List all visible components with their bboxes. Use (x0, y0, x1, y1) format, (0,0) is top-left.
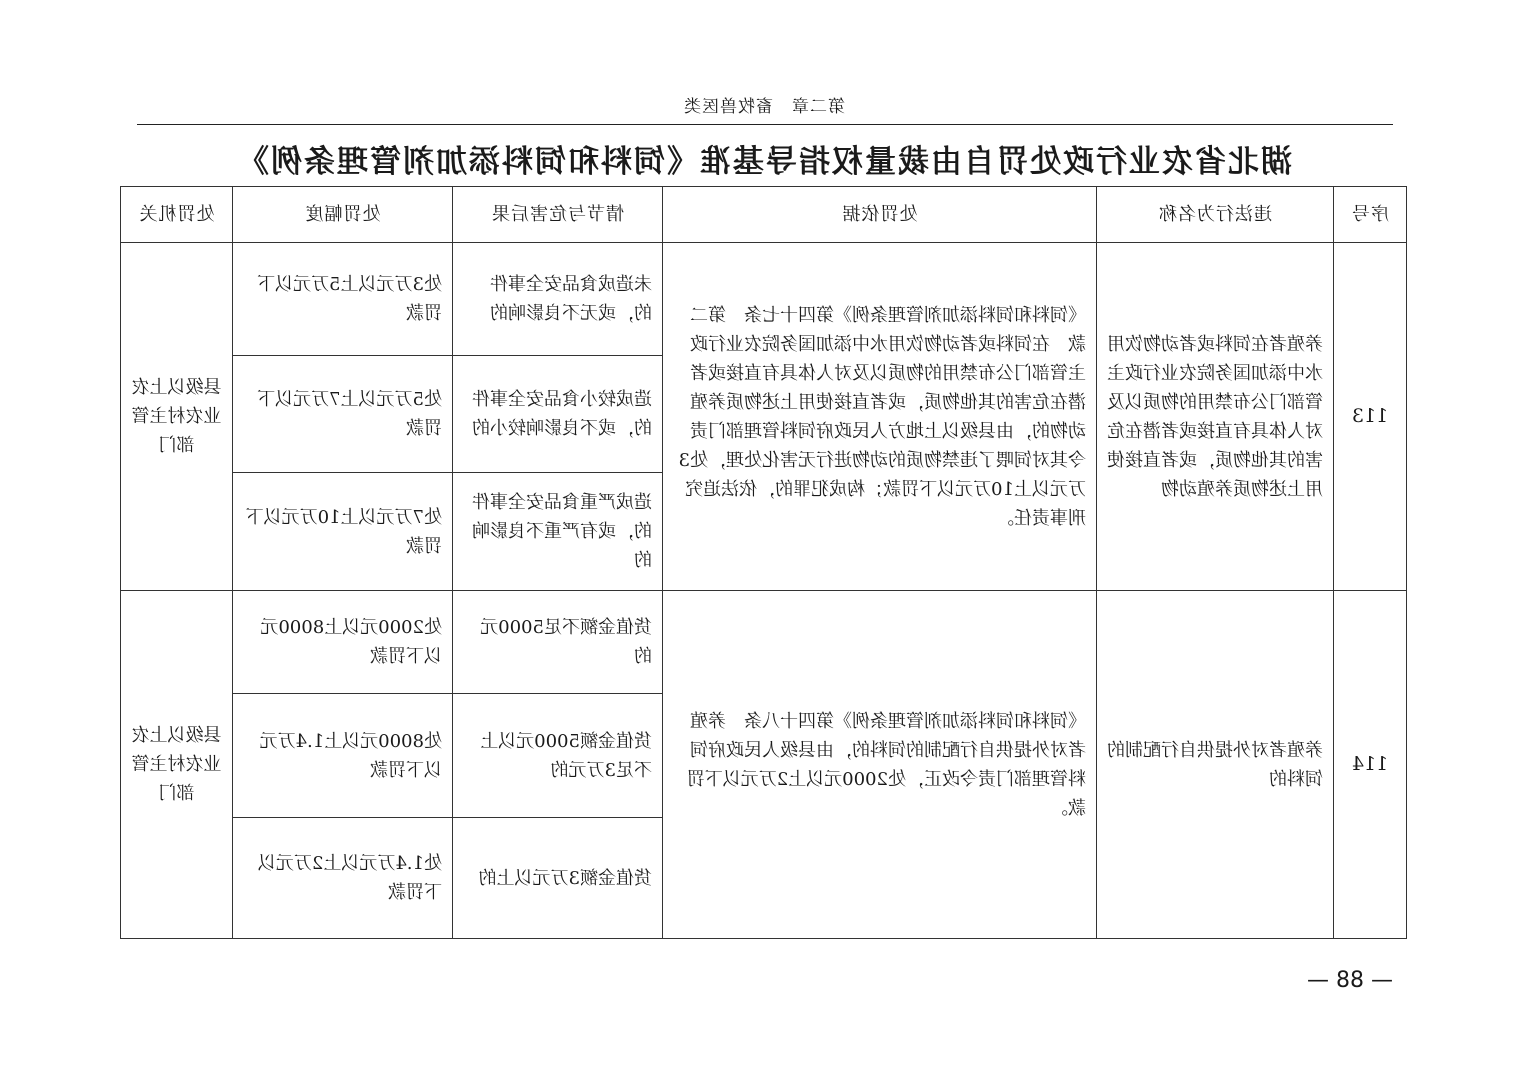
penalty-cell: 处5万元以上7万元以下罚款 (233, 356, 453, 473)
header-seq: 序号 (1334, 187, 1407, 243)
seq-cell: 114 (1334, 591, 1407, 939)
authority-cell: 县级以上农业农村主管部门 (121, 591, 233, 939)
circumstance-cell: 造成严重食品安全事件的，或有严重不良影响的 (453, 473, 663, 591)
header-violation: 违法行为名称 (1097, 187, 1334, 243)
header-rule (137, 124, 1393, 125)
circumstance-cell: 造成较小食品安全事件的，或不良影响较小的 (453, 356, 663, 473)
circumstance-cell: 货值金额不足5000元的 (453, 591, 663, 694)
table-row (121, 591, 1407, 694)
penalty-table (120, 186, 1407, 939)
penalty-cell: 处2000元以上8000元以下罚款 (233, 591, 453, 694)
running-header: 第二章 畜牧兽医类 (683, 97, 845, 117)
circumstance-cell: 未造成食品安全事件的，或无不良影响的 (453, 243, 663, 356)
page-number: — 88 — (1307, 968, 1393, 993)
violation-cell: 养殖者在饲料或者动物饮用水中添加国务院农业行政主管部门公布禁用的物质以及对人体具有直接或者潜在危害的其他物质，或者直接使用上述物质养殖动物 (1097, 243, 1334, 591)
circumstance-cell: 货值金额3万元以上的 (453, 818, 663, 939)
basis-cell: 《饲料和饲料添加剂管理条例》第四十八条 养殖者对外提供自行配制的饲料的，由县级人民政府饲料管理部门责令改正，处2000元以上2万元以下罚款。 (663, 591, 1097, 939)
penalty-cell: 处8000元以上1.4万元以下罚款 (233, 694, 453, 818)
penalty-cell: 处7万元以上10万元以下罚款 (233, 473, 453, 591)
basis-cell: 《饲料和饲料添加剂管理条例》第四十七条 第二款 在饲料或者动物饮用水中添加国务院农业行政主管部门公布禁用的物质以及对人体具有直接或者潜在危害的其他物质，或者直接使用上述物质养殖动物的，由县级以上地方人民政府饲料管理部门责令其对饲喂了违禁物质的动物进行无害化处理，处3万元以上10万元以下罚款；构成犯罪的，依法追究刑事责任。 (663, 243, 1097, 591)
authority-cell: 县级以上农业农村主管部门 (121, 243, 233, 591)
penalty-cell: 处3万元以上5万元以下罚款 (233, 243, 453, 356)
seq-cell: 113 (1334, 243, 1407, 591)
header-penalty: 处罚幅度 (233, 187, 453, 243)
header-authority: 处罚机关 (121, 187, 233, 243)
penalty-cell: 处1.4万元以上2万元以下罚款 (233, 818, 453, 939)
violation-cell: 养殖者对外提供自行配制的饲料的 (1097, 591, 1334, 939)
table-row (121, 243, 1407, 356)
header-circumstance: 情节与危害后果 (453, 187, 663, 243)
document-title: 湖北省农业行政处罚自由裁量权指导基准《饲料和饲料添加剂管理条例》 (236, 144, 1292, 180)
circumstance-cell: 货值金额5000元以上不足3万元的 (453, 694, 663, 818)
table-header-row (121, 187, 1407, 243)
header-basis: 处罚依据 (663, 187, 1097, 243)
